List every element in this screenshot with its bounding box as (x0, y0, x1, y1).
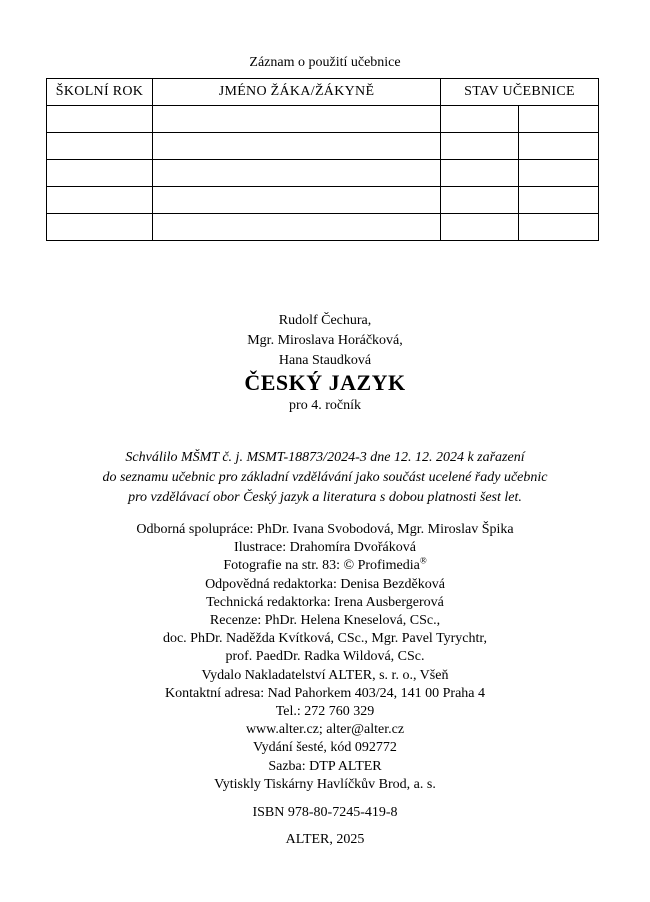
credit-cooperation: Odborná spolupráce: PhDr. Ivana Svobodová, Mgr. Miroslav Špika (136, 522, 514, 537)
credit-published-by: Vydalo Nakladatelství ALTER, s. r. o., Všeň (201, 667, 449, 683)
registered-mark: ® (419, 555, 427, 566)
table-cell (153, 160, 441, 187)
isbn: ISBN 978-80-7245-419-8 (252, 805, 398, 820)
credit-review: doc. PhDr. Naděžda Kvítková, CSc., Mgr. Pavel Tyrychtr, (162, 631, 488, 647)
author-line: Rudolf Čechura, (278, 313, 372, 328)
header-student-name: JMÉNO ŽÁKA/ŽÁKYNĚ (153, 79, 441, 106)
table-cell (47, 214, 153, 241)
table-cell (47, 133, 153, 160)
table-cell (153, 133, 441, 160)
credit-illustration: Ilustrace: Drahomíra Dvořáková (234, 540, 416, 556)
usage-record-table (46, 78, 599, 241)
credit-edition: Vydání šesté, kód 092772 (253, 740, 397, 756)
header-school-year: ŠKOLNÍ ROK (47, 79, 153, 106)
approval-line: pro vzdělávací obor Český jazyk a literatura s dobou platnosti šest let. (128, 490, 522, 505)
table-cell (441, 106, 519, 133)
credit-review: Recenze: PhDr. Helena Kneselová, CSc., (209, 613, 441, 629)
table-cell (153, 106, 441, 133)
credit-address: Kontaktní adresa: Nad Pahorkem 403/24, 141 00 Praha 4 (165, 685, 485, 701)
table-cell (441, 160, 519, 187)
table-header-row (47, 79, 599, 106)
table-cell (519, 214, 599, 241)
table-cell (47, 106, 153, 133)
table-row (47, 133, 599, 160)
approval-line: do seznamu učebnic pro základní vzdělávání jako součást ucelené řady učebnic (102, 470, 548, 485)
table-row (47, 160, 599, 187)
credit-editor: Odpovědná redaktorka: Denisa Bezděková (205, 576, 445, 592)
header-book-condition: STAV UČEBNICE (441, 79, 599, 106)
table-cell (519, 160, 599, 187)
approval-line: Schválilo MŠMT č. j. MSMT-18873/2024-3 dne 12. 12. 2024 k zařazení (125, 450, 525, 465)
book-subtitle: pro 4. ročník (289, 398, 361, 413)
approval-statement (0, 448, 650, 508)
credit-web: www.alter.cz; alter@alter.cz (245, 722, 405, 738)
table-cell (519, 187, 599, 214)
table-cell (47, 187, 153, 214)
credit-photo-text: Fotografie na str. 83: © Profimedia (223, 558, 420, 574)
publisher-year: ALTER, 2025 (285, 832, 365, 847)
book-title: ČESKÝ JAZYK (244, 370, 406, 395)
table-cell (47, 160, 153, 187)
table-cell (519, 106, 599, 133)
table-row (47, 106, 599, 133)
credit-typesetting: Sazba: DTP ALTER (268, 758, 382, 774)
author-line: Hana Staudková (278, 353, 372, 368)
table-cell (441, 133, 519, 160)
authors (0, 311, 650, 371)
credit-photo (0, 557, 650, 575)
credits (0, 521, 650, 794)
table-row (47, 214, 599, 241)
table-cell (153, 214, 441, 241)
credit-printed: Vytiskly Tiskárny Havlíčkův Brod, a. s. (214, 776, 436, 792)
credit-phone: Tel.: 272 760 329 (275, 704, 375, 720)
credit-review: prof. PaedDr. Radka Wildová, CSc. (225, 649, 425, 665)
credit-tech-editor: Technická redaktorka: Irena Ausbergerová (206, 594, 444, 610)
author-line: Mgr. Miroslava Horáčková, (247, 333, 403, 348)
table-row (47, 187, 599, 214)
table-cell (519, 133, 599, 160)
table-cell (441, 187, 519, 214)
table-cell (153, 187, 441, 214)
record-caption: Záznam o použití učebnice (249, 55, 401, 70)
table-cell (441, 214, 519, 241)
